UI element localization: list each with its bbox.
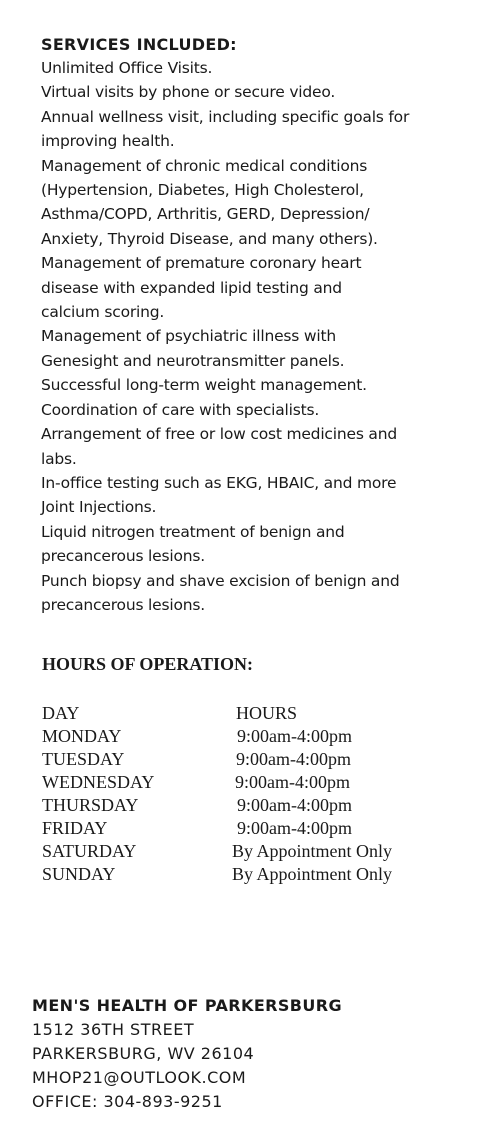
service-item: Arrangement of free or low cost medicines and labs. [41,425,397,468]
service-item: Management of psychiatric illness with Genesight and neurotransmitter panels. [41,327,345,370]
service-item: Annual wellness visit, including specific goals for improving health. [41,107,410,151]
practice-name: MEN'S HEALTH OF PARKERSBURG [32,996,343,1015]
service-item: Successful long-term weight management. [41,376,367,395]
hours-value: By Appointment Only [232,864,393,884]
hours-day: THURSDAY [42,795,139,815]
service-item: In-office testing such as EKG, HBAIC, and more [41,473,397,492]
city-state-zip: PARKERSBURG, WV 26104 [32,1044,255,1063]
services-title: SERVICES INCLUDED: [41,35,237,54]
hours-value: By Appointment Only [232,841,393,861]
office-phone: OFFICE: 304-893-9251 [32,1092,223,1111]
service-item: Joint Injections. [41,498,157,517]
hours-table [42,702,462,886]
hours-row [42,771,462,794]
service-item: Liquid nitrogen treatment of benign and precancerous lesions. [41,522,345,566]
hours-value: 9:00am-4:00pm [237,726,352,746]
hours-header-hours: HOURS [236,703,298,723]
hours-row [42,863,462,886]
hours-row [42,840,462,863]
hours-day: SUNDAY [42,864,116,884]
hours-row [42,817,462,840]
hours-day: TUESDAY [42,749,125,769]
hours-header-day: DAY [42,703,80,723]
hours-row [42,794,462,817]
hours-day: FRIDAY [42,818,108,838]
service-item: Unlimited Office Visits. [41,59,213,77]
hours-row [42,725,462,748]
email-address: MHOP21@OUTLOOK.COM [32,1068,247,1087]
hours-section [42,653,462,884]
hours-day: MONDAY [42,726,122,746]
contact-section [32,994,452,1114]
services-list [41,56,471,617]
hours-value: 9:00am-4:00pm [237,818,352,838]
hours-value: 9:00am-4:00pm [236,749,351,769]
services-section [41,34,471,617]
service-item: Punch biopsy and shave excision of benign and precancerous lesions. [41,571,400,614]
service-item: Virtual visits by phone or secure video. [41,83,336,102]
service-item: Management of chronic medical conditions (Hypertension, Diabetes, High Cholesterol, Asthma/COPD, Arthritis, GERD, Depression/ Anxiety, Thyroid Disease, and many others). [41,156,378,248]
hours-day: SATURDAY [42,841,137,861]
hours-value: 9:00am-4:00pm [237,795,352,815]
service-item: Coordination of care with specialists. [41,400,320,419]
service-item: Management of premature coronary heart disease with expanded lipid testing and calcium scoring. [41,254,362,322]
hours-day: WEDNESDAY [42,772,155,792]
hours-title: HOURS OF OPERATION: [42,654,254,674]
hours-value: 9:00am-4:00pm [235,772,350,792]
hours-header-row [42,702,462,725]
street-address: 1512 36TH STREET [32,1020,195,1039]
hours-row [42,748,462,771]
